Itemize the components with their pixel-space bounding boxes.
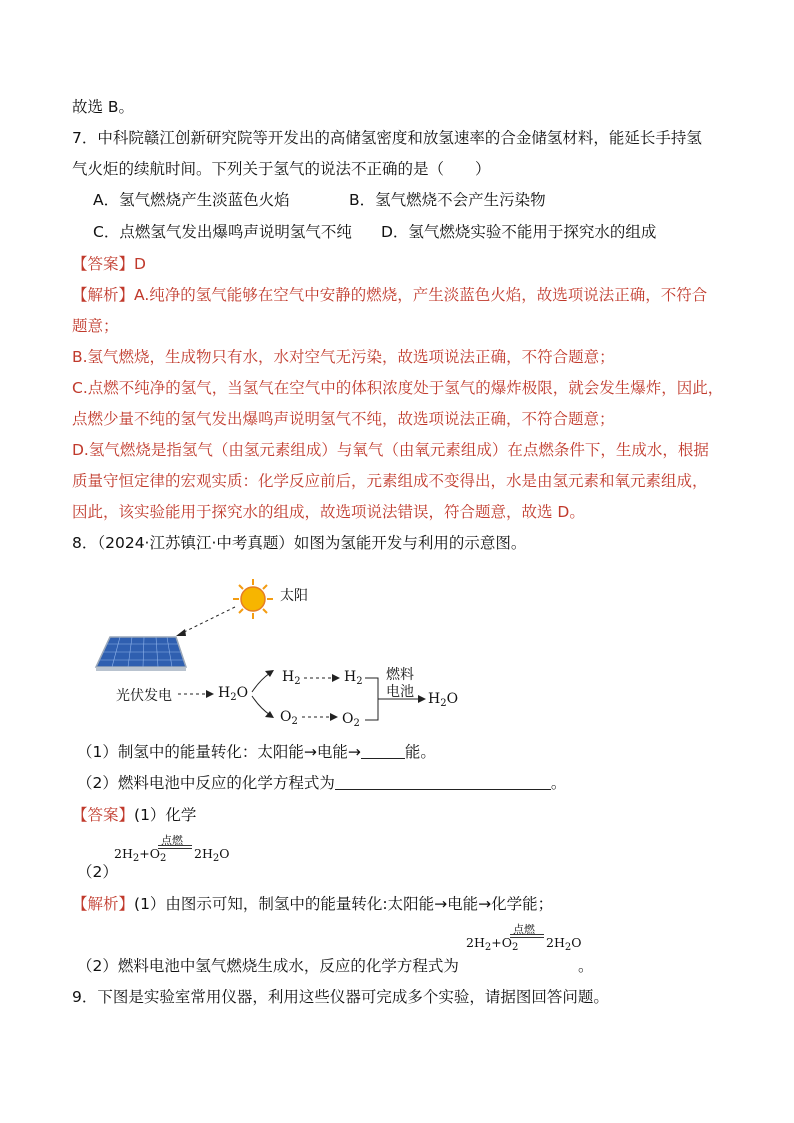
fuel-cell-label-2: 电池 bbox=[386, 684, 414, 700]
equation-reactants bbox=[114, 846, 166, 864]
q8-sub2-blank[interactable] bbox=[335, 774, 551, 790]
solar-panel-icon bbox=[96, 637, 186, 671]
hydrogen-energy-diagram bbox=[90, 575, 490, 735]
eq-term: 2H bbox=[194, 846, 213, 861]
o-sub: 2 bbox=[353, 718, 360, 729]
q8-answer-1: (1）化学 bbox=[134, 806, 197, 824]
q8-stem: 8．（2024·江苏镇江·中考真题）如图为氢能开发与利用的示意图。 bbox=[72, 534, 527, 552]
q7-option-d: D．氢气燃烧实验不能用于探究水的组成 bbox=[381, 223, 657, 241]
q8-analysis-2-end: 。 bbox=[578, 957, 594, 975]
eq-term: +O bbox=[491, 935, 512, 950]
eq-term: +O bbox=[139, 846, 160, 861]
eq-term: 2H bbox=[546, 935, 565, 950]
q8-analysis-equation bbox=[466, 923, 586, 957]
q7-answer bbox=[72, 254, 146, 274]
split-arrow-up bbox=[252, 673, 270, 692]
eq-sub: 2 bbox=[212, 853, 220, 864]
analysis-label: 【解析】 bbox=[72, 286, 135, 304]
eq-sub: 2 bbox=[159, 853, 167, 864]
q8-answer bbox=[72, 805, 196, 825]
equation-products bbox=[194, 846, 229, 864]
eq-sub: 2 bbox=[511, 942, 519, 953]
fuel-cell-bracket bbox=[365, 678, 378, 720]
water-h: H bbox=[428, 691, 441, 707]
q8-sub2-text: （2）燃料电池中反应的化学方程式为 bbox=[77, 774, 335, 792]
q7-analysis-line3: B.氢气燃烧，生成物只有水，水对空气无污染，故选项说法正确，不符合题意； bbox=[72, 348, 615, 366]
q9-stem: 9．下图是实验室常用仪器，利用这些仪器可完成多个实验，请据图回答问题。 bbox=[72, 988, 609, 1006]
water-sub: 2 bbox=[440, 698, 447, 709]
h-sub: 2 bbox=[356, 676, 363, 687]
q7-analysis-line5: 点燃少量不纯的氢气发出爆鸣声说明氢气不纯，故选项说法正确，不符合题意； bbox=[72, 410, 615, 428]
q7-option-a: A．氢气燃烧产生淡蓝色火焰 bbox=[93, 191, 290, 209]
prev-answer-end: 故选 B。 bbox=[72, 98, 135, 116]
oxygen-label-2 bbox=[342, 711, 360, 729]
q8-sub2 bbox=[77, 773, 566, 793]
answer-label: 【答案】 bbox=[72, 255, 135, 273]
equation-products bbox=[546, 935, 581, 953]
q7-analysis-line4: C.点燃不纯净的氢气，当氢气在空气中的体积浓度处于氢气的爆炸极限，就会发生爆炸，因此， bbox=[72, 379, 724, 397]
sunlight-arrow bbox=[182, 607, 235, 633]
h-symbol: H bbox=[282, 669, 295, 685]
analysis-label: 【解析】 bbox=[72, 895, 135, 913]
split-arrow-down bbox=[252, 696, 270, 715]
q7-analysis-line7: 质量守恒定律的宏观实质：化学反应前后，元素组成不变得出，水是由氢元素和氧元素组成， bbox=[72, 472, 708, 490]
o-symbol: O bbox=[280, 709, 292, 725]
equation-condition: 点燃 bbox=[513, 923, 535, 936]
q7-analysis-line1 bbox=[72, 285, 707, 305]
eq-term: 2H bbox=[466, 935, 485, 950]
eq-sub: 2 bbox=[484, 942, 492, 953]
equation-reactants bbox=[466, 935, 518, 953]
water-o: O bbox=[446, 691, 459, 707]
analysis-text: A.纯净的氢气能够在空气中安静的燃烧，产生淡蓝色火焰，故选项说法正确，不符合 bbox=[134, 286, 708, 304]
analysis-text: (1）由图示可知，制氢中的能量转化:太阳能→电能→化学能； bbox=[134, 895, 554, 913]
h-symbol: H bbox=[344, 669, 357, 685]
answer-label: 【答案】 bbox=[72, 806, 135, 824]
eq-sub: 2 bbox=[564, 942, 572, 953]
q7-analysis-line6: D.氢气燃烧是指氢气（由氢元素组成）与氧气（由氧元素组成）在点燃条件下，生成水，根据 bbox=[72, 441, 709, 459]
water-sub: 2 bbox=[230, 692, 237, 703]
q8-sub2-tail: 。 bbox=[550, 774, 567, 792]
q7-answer-value: D bbox=[134, 255, 146, 273]
pv-arrowhead bbox=[206, 690, 214, 698]
q7-option-b: B．氢气燃烧不会产生污染物 bbox=[349, 191, 546, 209]
sunlight-arrowhead bbox=[176, 629, 186, 636]
q7-stem-line1: 7．中科院赣江创新研究院等开发出的高储氢密度和放氢速率的合金储氢材料，能延长手持氢 bbox=[72, 129, 702, 147]
o2-arrowhead bbox=[330, 713, 338, 721]
water-o: O bbox=[236, 685, 249, 701]
water-label bbox=[218, 685, 248, 703]
fuel-cell-label-1: 燃料 bbox=[386, 667, 414, 683]
q7-option-c: C．点燃氢气发出爆鸣声说明氢气不纯 bbox=[93, 223, 352, 241]
q8-sub1-text: （1）制氢中的能量转化：太阳能→电能→ bbox=[77, 743, 361, 761]
o-symbol: O bbox=[342, 711, 354, 727]
q7-analysis-line2: 题意； bbox=[72, 317, 119, 335]
h2-arrowhead bbox=[332, 674, 340, 682]
q8-sub1 bbox=[77, 742, 436, 762]
water-h: H bbox=[218, 685, 231, 701]
o-sub: 2 bbox=[291, 716, 298, 727]
q8-sub1-blank[interactable] bbox=[361, 743, 405, 759]
eq-term: 2H bbox=[114, 846, 133, 861]
eq-term: O bbox=[571, 935, 582, 950]
q8-answer-equation bbox=[114, 834, 234, 868]
q8-analysis-1 bbox=[72, 894, 553, 914]
q8-analysis-2: （2）燃料电池中氢气燃烧生成水，反应的化学方程式为 bbox=[77, 957, 459, 975]
q8-sub1-tail: 能。 bbox=[404, 743, 436, 761]
hydrogen-label-1 bbox=[282, 669, 301, 687]
eq-sub: 2 bbox=[132, 853, 140, 864]
hydrogen-label-2 bbox=[344, 669, 363, 687]
q8-answer-2-number: （2） bbox=[77, 863, 118, 881]
sun-icon bbox=[233, 579, 273, 619]
equation-condition: 点燃 bbox=[161, 834, 183, 847]
product-water-label bbox=[428, 691, 458, 709]
q7-analysis-line8: 因此，该实验能用于探究水的组成，故选项说法错误，符合题意，故选 D。 bbox=[72, 503, 585, 521]
h-sub: 2 bbox=[294, 676, 301, 687]
oxygen-label-1 bbox=[280, 709, 298, 727]
eq-term: O bbox=[219, 846, 230, 861]
pv-label: 光伏发电 bbox=[116, 688, 172, 704]
q7-stem-line2: 气火炬的续航时间。下列关于氢气的说法不正确的是（ ） bbox=[72, 160, 491, 178]
sun-label: 太阳 bbox=[280, 588, 308, 604]
product-arrowhead bbox=[418, 695, 426, 703]
